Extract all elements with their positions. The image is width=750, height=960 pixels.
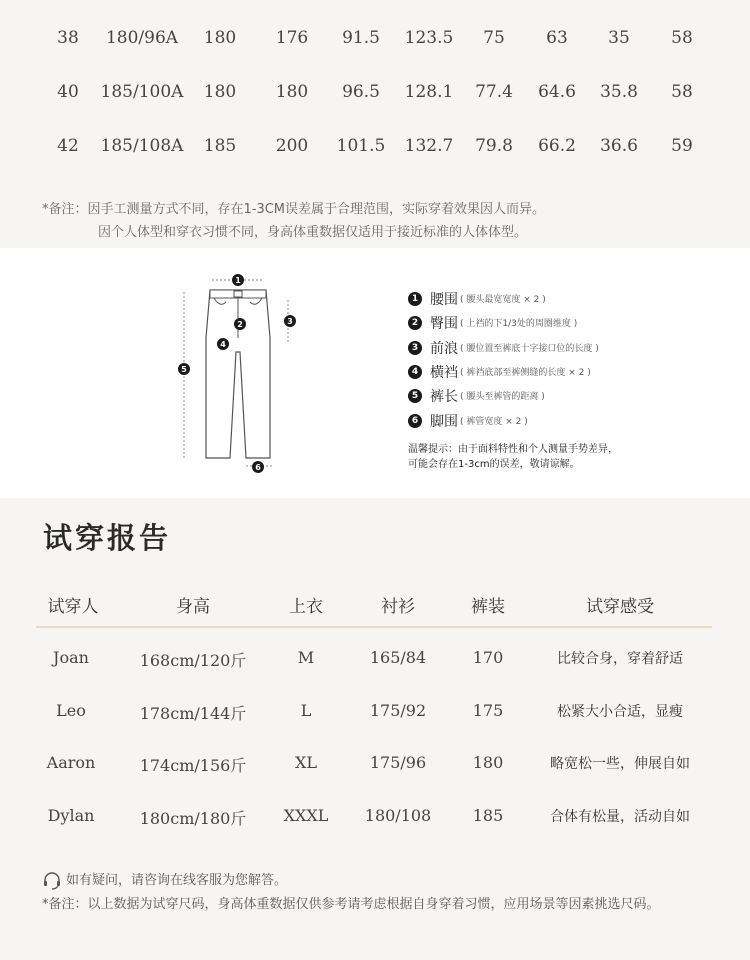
tester-name: Aaron bbox=[46, 753, 96, 772]
pants-size: 175 bbox=[472, 701, 504, 720]
legend-item bbox=[408, 312, 577, 332]
size-cell: 180 bbox=[203, 28, 237, 48]
fit-feedback: 松紧大小合适，显瘦 bbox=[557, 704, 683, 720]
headset-icon bbox=[42, 872, 62, 890]
measurement-diagram-section bbox=[0, 248, 750, 498]
shirt-size: 175/96 bbox=[369, 753, 427, 772]
height-weight: 180cm/180斤 bbox=[139, 809, 247, 828]
size-cell: 200 bbox=[275, 136, 309, 156]
size-cell: 42 bbox=[57, 136, 79, 156]
legend-desc: ( 上裆的下1/3处的周圈维度 ) bbox=[460, 319, 578, 329]
legend-desc: ( 裤裆底部至裤侧缝的长度 × 2 ) bbox=[460, 368, 591, 378]
table-row bbox=[0, 753, 750, 779]
size-row bbox=[0, 136, 750, 166]
legend-number: 2 bbox=[408, 316, 422, 330]
size-cell: 79.8 bbox=[475, 136, 513, 156]
size-cell: 180 bbox=[203, 82, 237, 102]
size-cell: 63 bbox=[546, 28, 568, 48]
pants-diagram bbox=[170, 268, 300, 478]
legend-name: 脚围 bbox=[430, 413, 458, 430]
legend-desc: ( 腰头最宽宽度 × 2 ) bbox=[460, 295, 546, 305]
size-row bbox=[0, 28, 750, 58]
marker-1-label: 1 bbox=[235, 276, 241, 285]
marker-4-label: 4 bbox=[220, 340, 226, 349]
legend-number: 5 bbox=[408, 389, 422, 403]
top-size: M bbox=[297, 648, 315, 667]
height-weight: 174cm/156斤 bbox=[139, 756, 247, 775]
size-row bbox=[0, 82, 750, 112]
footer-note: *备注：以上数据为试穿尺码，身高体重数据仅供参考请考虑根据自身穿着习惯，应用场景等因素挑选尺码。 bbox=[42, 897, 660, 912]
size-cell: 180/96A bbox=[105, 28, 179, 48]
legend-number: 1 bbox=[408, 292, 422, 306]
size-cell: 101.5 bbox=[336, 136, 386, 156]
size-cell: 123.5 bbox=[404, 28, 454, 48]
top-size: L bbox=[300, 701, 312, 720]
legend-item bbox=[408, 288, 546, 308]
legend-item bbox=[408, 385, 545, 405]
header-pants: 裤装 bbox=[471, 597, 505, 617]
legend-number: 4 bbox=[408, 365, 422, 379]
tester-name: Joan bbox=[53, 648, 89, 667]
size-note-line-1: *备注：因手工测量方式不同，存在1-3CM误差属于合理范围，实际穿着效果因人而异。 bbox=[42, 202, 546, 217]
header-tester: 试穿人 bbox=[47, 597, 99, 617]
tester-name: Leo bbox=[56, 701, 86, 720]
height-weight: 178cm/144斤 bbox=[139, 704, 247, 723]
table-row bbox=[0, 648, 750, 674]
pants-size: 185 bbox=[472, 806, 504, 825]
size-cell: 132.7 bbox=[404, 136, 454, 156]
consult-line bbox=[42, 869, 287, 890]
shirt-size: 175/92 bbox=[369, 701, 427, 720]
legend-desc: ( 腰头至裤管的距离 ) bbox=[460, 392, 545, 402]
header-top: 上衣 bbox=[289, 597, 323, 617]
pants-size: 170 bbox=[472, 648, 504, 667]
legend-name: 腰围 bbox=[430, 291, 458, 308]
size-cell: 35 bbox=[608, 28, 630, 48]
height-weight: 168cm/120斤 bbox=[139, 651, 247, 670]
legend-name: 横裆 bbox=[430, 364, 458, 381]
fit-feedback: 合体有松量，活动自如 bbox=[550, 809, 690, 825]
size-cell: 66.2 bbox=[538, 136, 576, 156]
pants-size: 180 bbox=[472, 753, 504, 772]
size-cell: 58 bbox=[671, 82, 693, 102]
size-cell: 185/100A bbox=[100, 82, 184, 102]
header-shirt: 衬衫 bbox=[381, 597, 415, 617]
size-cell: 180 bbox=[275, 82, 309, 102]
legend-desc: ( 裤管宽度 × 2 ) bbox=[460, 417, 528, 427]
legend-name: 前浪 bbox=[430, 340, 458, 357]
marker-3-label: 3 bbox=[287, 317, 293, 326]
legend-item bbox=[408, 361, 591, 381]
marker-6-label: 6 bbox=[255, 463, 261, 472]
size-cell: 38 bbox=[57, 28, 79, 48]
header-feedback: 试穿感受 bbox=[586, 597, 654, 617]
legend-number: 6 bbox=[408, 414, 422, 428]
size-cell: 185 bbox=[203, 136, 237, 156]
size-cell: 91.5 bbox=[342, 28, 380, 48]
size-cell: 75 bbox=[483, 28, 505, 48]
size-cell: 35.8 bbox=[600, 82, 638, 102]
size-cell: 128.1 bbox=[404, 82, 454, 102]
legend-name: 裤长 bbox=[430, 388, 458, 405]
legend-number: 3 bbox=[408, 341, 422, 355]
table-row bbox=[0, 701, 750, 727]
fit-feedback: 比较合身，穿着舒适 bbox=[557, 651, 683, 667]
marker-5-label: 5 bbox=[181, 365, 187, 374]
size-cell: 96.5 bbox=[342, 82, 380, 102]
legend-item bbox=[408, 410, 528, 430]
size-cell: 77.4 bbox=[475, 82, 513, 102]
size-cell: 58 bbox=[671, 28, 693, 48]
legend-name: 臀围 bbox=[430, 315, 458, 332]
fit-report-title: 试穿报告 bbox=[43, 521, 172, 555]
measurement-tip-line-2: 可能会存在1-3cm的误差，敬请谅解。 bbox=[408, 459, 580, 470]
marker-2-label: 2 bbox=[237, 320, 243, 329]
size-cell: 59 bbox=[671, 136, 693, 156]
shirt-size: 180/108 bbox=[364, 806, 432, 825]
size-note-line-2: 因个人体型和穿衣习惯不同，身高体重数据仅适用于接近标准的人体体型。 bbox=[98, 225, 528, 240]
size-cell: 64.6 bbox=[538, 82, 576, 102]
size-cell: 40 bbox=[57, 82, 79, 102]
header-height: 身高 bbox=[176, 597, 210, 617]
shirt-size: 165/84 bbox=[369, 648, 427, 667]
consult-text: 如有疑问，请咨询在线客服为您解答。 bbox=[66, 873, 288, 888]
top-size: XXXL bbox=[283, 806, 329, 825]
size-cell: 36.6 bbox=[600, 136, 638, 156]
legend-item bbox=[408, 337, 599, 357]
fit-feedback: 略宽松一些，伸展自如 bbox=[550, 756, 690, 772]
table-row bbox=[0, 806, 750, 832]
size-cell: 185/108A bbox=[100, 136, 184, 156]
legend-desc: ( 腰位置至裤底十字接口位的长度 ) bbox=[460, 344, 599, 354]
top-size: XL bbox=[294, 753, 318, 772]
tester-name: Dylan bbox=[47, 806, 95, 825]
header-divider bbox=[36, 626, 712, 628]
size-cell: 176 bbox=[275, 28, 309, 48]
measurement-tip-line-1: 温馨提示：由于面料特性和个人测量手势差异， bbox=[408, 444, 618, 455]
